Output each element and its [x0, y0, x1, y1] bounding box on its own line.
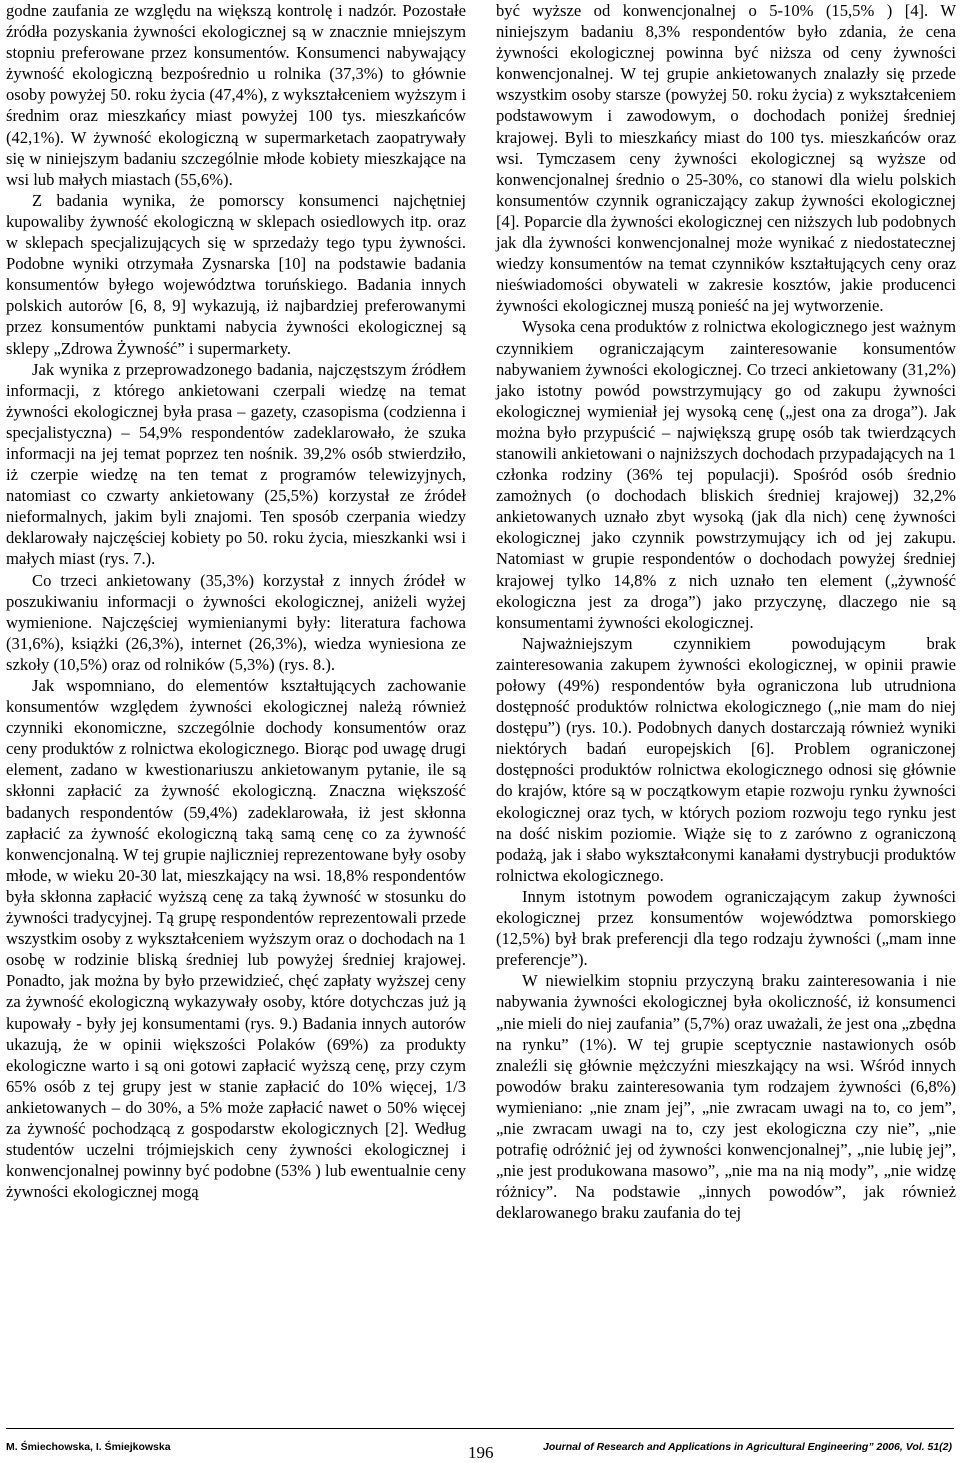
paragraph: Z badania wynika, że pomorscy konsumenci najchętniej kupowaliby żywność ekologiczną w sklepach osiedlowych itp. oraz w sklepach specjalizujących się w sprzedaży tego typu żywności. Podobne wyniki otrzymała Zysnarska [10] na podstawie badania konsumentów byłego województwa toruńskiego. Badania innych polskich autorów [6, 8, 9] wykazują, iż najbardziej preferowanymi przez konsumentów punktami nabycia żywności ekologicznej są sklepy „Zdrowa Żywność” i supermarkety.	[6, 190, 466, 358]
paragraph: Jak wspomniano, do elementów kształtujących zachowanie konsumentów względem żywności ekologicznej należą również czynniki ekonomiczne, szczególnie dochody konsumentów oraz ceny produktów z rolnictwa ekologicznego. Biorąc pod uwagę drugi element, zadano w kwestionariuszu ankietowanym pytanie, ile są skłonni zapłacić za żywność ekologiczną. Znaczna większość badanych respondentów (59,4%) zadeklarowała, iż jest skłonna zapłacić za żywność ekologiczną taką samą cenę co za żywność konwencjonalną. W tej grupie najliczniej reprezentowane były osoby młode, w wieku 20-30 lat, mieszkający na wsi. 18,8% respondentów była skłonna zapłacić wyższą cenę za taką żywność w stosunku do żywności tradycyjnej. Tą grupę respondentów reprezentowali przede wszystkim osoby z wykształceniem wyższym oraz o dochodach na 1 osobę w rodzinie bliską średniej lub powyżej średniej krajowej. Ponadto, jak można by było przewidzieć, chęć zapłaty wyższej ceny za żywność ekologiczną wykazywały osoby, które dotychczas już ją kupowały - były jej konsumentami (rys. 9.) Badania innych autorów ukazują, że w opinii większości Polaków (69%) za produkty ekologiczne warto i są oni gotowi zapłacić wyższą cenę, przy czym 65% osób z tej grupy jest w stanie zapłacić do 10% więcej, 1/3 ankietowanych – do 30%, a 5% może zapłacić nawet o 50% więcej za żywność pochodzącą z gospodarstw ekologicznych [2]. Według studentów uczelni trójmiejskich ceny żywności ekologicznej i konwencjonalnej powinny być podobne (53% ) lub ewentualnie ceny żywności ekologicznej mogą	[6, 676, 466, 1202]
left-column	[6, 0, 466, 1202]
paragraph: Co trzeci ankietowany (35,3%) korzystał z innych źródeł w poszukiwaniu informacji o żywności ekologicznej, aniżeli wyżej wymienione. Najczęściej wymienianymi były: literatura fachowa (31,6%), książki (26,3%), internet (26,3%), wiedza wyniesiona ze szkoły (10,5%) oraz od rolników (5,3%) (rys. 8.).	[6, 570, 466, 674]
right-column	[496, 0, 956, 1223]
footer-authors: M. Śmiechowska, I. Śmiejkowska	[6, 1441, 171, 1453]
paragraph: Innym istotnym powodem ograniczającym zakup żywności ekologicznej przez konsumentów województwa pomorskiego (12,5%) był brak preferencji dla tego rodzaju żywności („mam inne preferencje”).	[496, 886, 956, 970]
paragraph: Jak wynika z przeprowadzonego badania, najczęstszym źródłem informacji, z którego ankietowani czerpali wiedzę na temat żywności ekologicznej była prasa – gazety, czasopisma (codzienna i specjalistyczna) – 54,9% respondentów zadeklarowało, że szuka informacji na jej temat poprzez ten nośnik. 39,2% osób stwierdziło, iż czerpie wiedzę na ten temat z programów telewizyjnych, natomiast co czwarty ankietowany (25,5%) korzystał ze źródeł nieformalnych, jakim byli znajomi. Ten sposób czerpania wiedzy deklarowały najczęściej kobiety po 50. roku życia, mieszkanki wsi i małych miast (rys. 7.).	[6, 359, 466, 569]
page-number: 196	[468, 1443, 494, 1462]
paragraph: Wysoka cena produktów z rolnictwa ekologicznego jest ważnym czynnikiem ograniczającym zainteresowanie konsumentów nabywaniem żywności ekologicznej. Co trzeci ankietowany (31,2%) jako istotny powód powstrzymujący go od zakupu żywności ekologicznej wymieniał jej wysoką cenę („jest ona za droga”). Jak można było przypuścić – największą grupę osób tak twierdzących stanowili ankietowani o najniższych dochodach przypadających na 1 członka rodziny (36% tej populacji). Spośród osób średnio zamożnych (o dochodach bliskich średniej krajowej) 32,2% ankietowanych uznało zbyt wysoką (jak dla nich) cenę żywności ekologicznej jako czynnik powstrzymujący ich od jej zakupu. Natomiast w grupie respondentów o dochodach powyżej średniej krajowej tylko 14,8% z nich uznało ten element („żywność ekologiczna jest za droga”) jako przyczynę, dlaczego nie są konsumentami żywności ekologicznej.	[496, 317, 956, 632]
paragraph: być wyższe od konwencjonalnej o 5-10% (15,5% ) [4]. W niniejszym badaniu 8,3% respondentów było zdania, że cena żywności ekologicznej powinna być niższa od ceny żywności konwencjonalnej. W tej grupie ankietowanych znalazły się przede wszystkim osoby starsze (powyżej 50. roku życia) z wykształceniem podstawowym i zawodowym, o dochodach poniżej średniej krajowej. Byli to mieszkańcy miast do 100 tys. mieszkańców oraz wsi. Tymczasem ceny żywności ekologicznej są wyższe od konwencjonalnej średnio o 25-30%, co stanowi dla wielu polskich konsumentów czynnik ograniczający zakup żywności ekologicznej [4]. Poparcie dla żywności ekologicznej cen niższych lub podobnych jak dla żywności konwencjonalnej może wynikać z niedostatecznej wiedzy konsumentów na temat czynników kształtujących ceny oraz nieświadomości obywateli w zakresie kosztów, jakie producenci żywności ekologicznej muszą ponieść na jej wytworzenie.	[496, 1, 956, 316]
paragraph: Najważniejszym czynnikiem powodującym brak zainteresowania zakupem żywności ekologicznej, w opinii prawie połowy (49%) respondentów była ograniczona lub utrudniona dostępność produktów rolnictwa ekologicznego („nie mam do niej dostępu”) (rys. 10.). Podobnych danych dostarczają również wyniki niektórych badań europejskich [6]. Problem ograniczonej dostępności produktów rolnictwa ekologicznego odnosi się głównie do krajów, które są w początkowym etapie rozwoju rynku żywności ekologicznej oraz tych, w których poziom rozwoju tego rynku jest na dość niskim poziomie. Wiąże się to z zarówno z ograniczoną podażą, jak i słabo wykształconymi kanałami dystrybucji produktów rolnictwa ekologicznego.	[496, 633, 956, 885]
paragraph: godne zaufania ze względu na większą kontrolę i nadzór. Pozostałe źródła pozyskania żywności ekologicznej są w znacznie mniejszym stopniu preferowane przez konsumentów. Konsumenci nabywający żywność ekologiczną bezpośrednio u rolnika (37,3%) to głównie osoby powyżej 50. roku życia (47,4%), z wykształceniem wyższym i średnim oraz mieszkańcy miast powyżej 100 tys. mieszkańców (42,1%). W żywność ekologiczną w supermarketach zaopatrywały się w niniejszym badaniu szczególnie młode kobiety mieszkające na wsi lub małych miastach (55,6%).	[6, 1, 466, 189]
paragraph: W niewielkim stopniu przyczyną braku zainteresowania i nie nabywania żywności ekologicznej była okoliczność, iż konsumenci „nie mieli do niej zaufania” (5,7%) oraz uważali, że jest ona „zbędna na rynku” (1%). W tej grupie sceptycznie nastawionych osób znaleźli się głównie mężczyźni mieszkający na wsi. Wśród innych powodów braku zainteresowania tym rodzajem żywności (6,8%) wymieniano: „nie znam jej”, „nie zwracam uwagi na to, co jem”, „nie zwracam uwagi na to, czy jest ekologiczna czy nie”, „nie potrafię odróżnić jej od żywności konwencjonalnej”, „nie lubię jej”, „nie jest produkowana masowo”, „nie ma na nią mody”, „nie widzę różnicy”. Na podstawie „innych powodów”, jak również deklarowanego braku zaufania do tej	[496, 971, 956, 1223]
footer-journal: Journal of Research and Applications in Agricultural Engineering” 2006, Vol. 51(2)	[542, 1441, 952, 1453]
footer-divider	[6, 1428, 954, 1429]
